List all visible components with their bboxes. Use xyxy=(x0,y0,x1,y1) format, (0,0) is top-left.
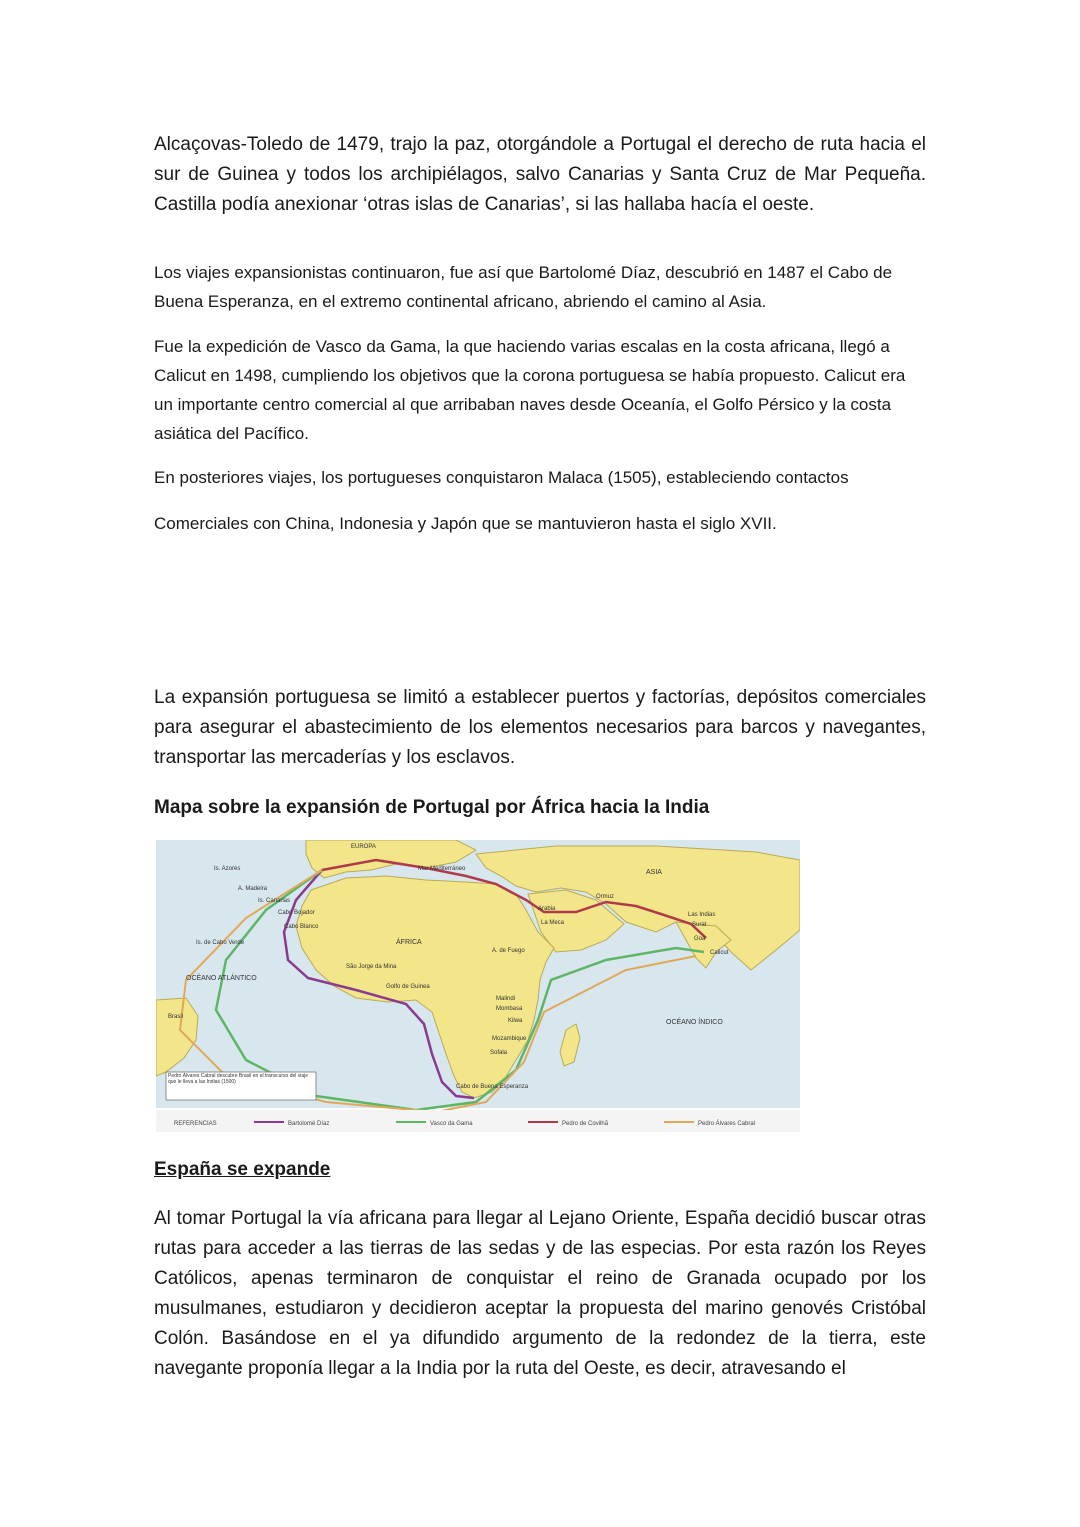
factories-paragraph: La expansión portuguesa se limitó a establecer puertos y factorías, depósitos comerciales para asegurar el abastecimiento de los elementos necesarios para barcos y navegantes, transportar las mercaderías y los esclavos. xyxy=(154,687,926,768)
malaca-paragraph: En posteriores viajes, los portugueses conquistaron Malaca (1505), estableciendo contactos xyxy=(154,468,849,487)
label-europa: EUROPA xyxy=(351,844,376,850)
label-malindi: Malindi xyxy=(496,996,516,1002)
label-brasil: Brasil xyxy=(168,1014,184,1020)
cabral-note xyxy=(168,1073,314,1099)
spain-paragraph: Al tomar Portugal la vía africana para llegar al Lejano Oriente, España decidió buscar otras rutas para acceder a las tierras de las sedas y de las especias. Por esta razón los Reyes Católicos, apenas terminaron de conquistar el reino de Granada ocupado por los musulmanes, estudiaron y decidieron aceptar la propuesta del marino genovés Cristóbal Colón. Basándose en el ya difundido argumento de la redondez de la tierra, este navegante proponía llegar a la India por la ruta del Oeste, es decir, atravesando el xyxy=(154,1208,926,1379)
label-sofala: Sofala xyxy=(490,1050,508,1056)
label-surat: Surat xyxy=(692,922,707,928)
label-golfo-guinea: Golfo de Guinea xyxy=(386,984,430,990)
label-mediterraneo: Mar Mediterráneo xyxy=(418,866,466,872)
cabral-note-text: Pedro Álvares Cabral descubre Brasil en el transcurso del viaje que le lleva a las Indias (1500) xyxy=(168,1073,309,1085)
label-mozambique: Mozambique xyxy=(492,1036,527,1042)
label-oceano-indico: OCÉANO ÍNDICO xyxy=(666,1019,723,1026)
legend-covilha: Pedro de Covilhã xyxy=(562,1121,609,1127)
label-canarias: Is. Canarias xyxy=(258,898,291,904)
gama-paragraph: Fue la expedición de Vasco da Gama, la que haciendo varias escalas en la costa africana, llegó a Calicut en 1498, cumpliendo los objetivos que la corona portuguesa se había propuesto. Calicut era un importante centro comercial al que arribaban naves desde Oceanía, el Golfo Pérsico y la costa asiática del Pacífico. xyxy=(154,337,906,443)
legend-cabral: Pedro Álvares Cabral xyxy=(698,1121,756,1127)
label-calicut: Calicut xyxy=(710,950,729,956)
label-bojador: Cabo Bojador xyxy=(278,910,315,916)
label-africa: ÁFRICA xyxy=(396,939,422,946)
legend-diaz: Bartolomé Díaz xyxy=(288,1121,330,1127)
label-blanco: Cabo Blanco xyxy=(284,924,319,930)
label-las-indias: Las Indias xyxy=(688,912,716,918)
intro-paragraph: Alcaçovas-Toledo de 1479, trajo la paz, otorgándole a Portugal el derecho de ruta hacia el sur de Guinea y todos los archipiélagos, salvo Canarias y Santa Cruz de Mar Pequeña. Castilla podía anexionar ‘otras islas de Canarias’, si las hallaba hacía el oeste. xyxy=(154,134,926,215)
label-adelfo: A. de Fuego xyxy=(492,948,525,954)
label-goa: Goa xyxy=(694,936,706,942)
label-kilwa: Kilwa xyxy=(508,1018,523,1024)
label-azores: Is. Azores xyxy=(214,866,241,872)
diaz-paragraph: Los viajes expansionistas continuaron, fue así que Bartolomé Díaz, descubrió en 1487 el Cabo de Buena Esperanza, en el extremo continental africano, abriendo el camino al Asia. xyxy=(154,263,893,311)
label-mombasa: Mombasa xyxy=(496,1006,523,1012)
legend-gama: Vasco da Gama xyxy=(430,1121,473,1127)
section-heading: España se expande xyxy=(154,1159,331,1180)
commerce-paragraph: Comerciales con China, Indonesia y Japón que se mantuvieron hasta el siglo XVII. xyxy=(154,514,777,533)
label-madeira: A. Madeira xyxy=(238,886,268,892)
label-ormuz: Ormuz xyxy=(596,894,614,900)
label-la-meca: La Meca xyxy=(541,920,565,926)
label-asia: ASIA xyxy=(646,869,662,876)
portugal-expansion-map xyxy=(156,840,800,1132)
map-heading: Mapa sobre la expansión de Portugal por África hacia la India xyxy=(154,797,710,818)
label-cabo-verde: Is. de Cabo Verde xyxy=(196,940,245,946)
label-sao-jorge: São Jorge da Mina xyxy=(346,964,397,970)
legend-title: REFERENCIAS xyxy=(174,1121,217,1127)
label-arabia: Arabia xyxy=(538,906,556,912)
label-oceano-atlantico: OCÉANO ATLÁNTICO xyxy=(186,975,257,982)
label-buena-esperanza: Cabo de Buena Esperanza xyxy=(456,1084,529,1090)
